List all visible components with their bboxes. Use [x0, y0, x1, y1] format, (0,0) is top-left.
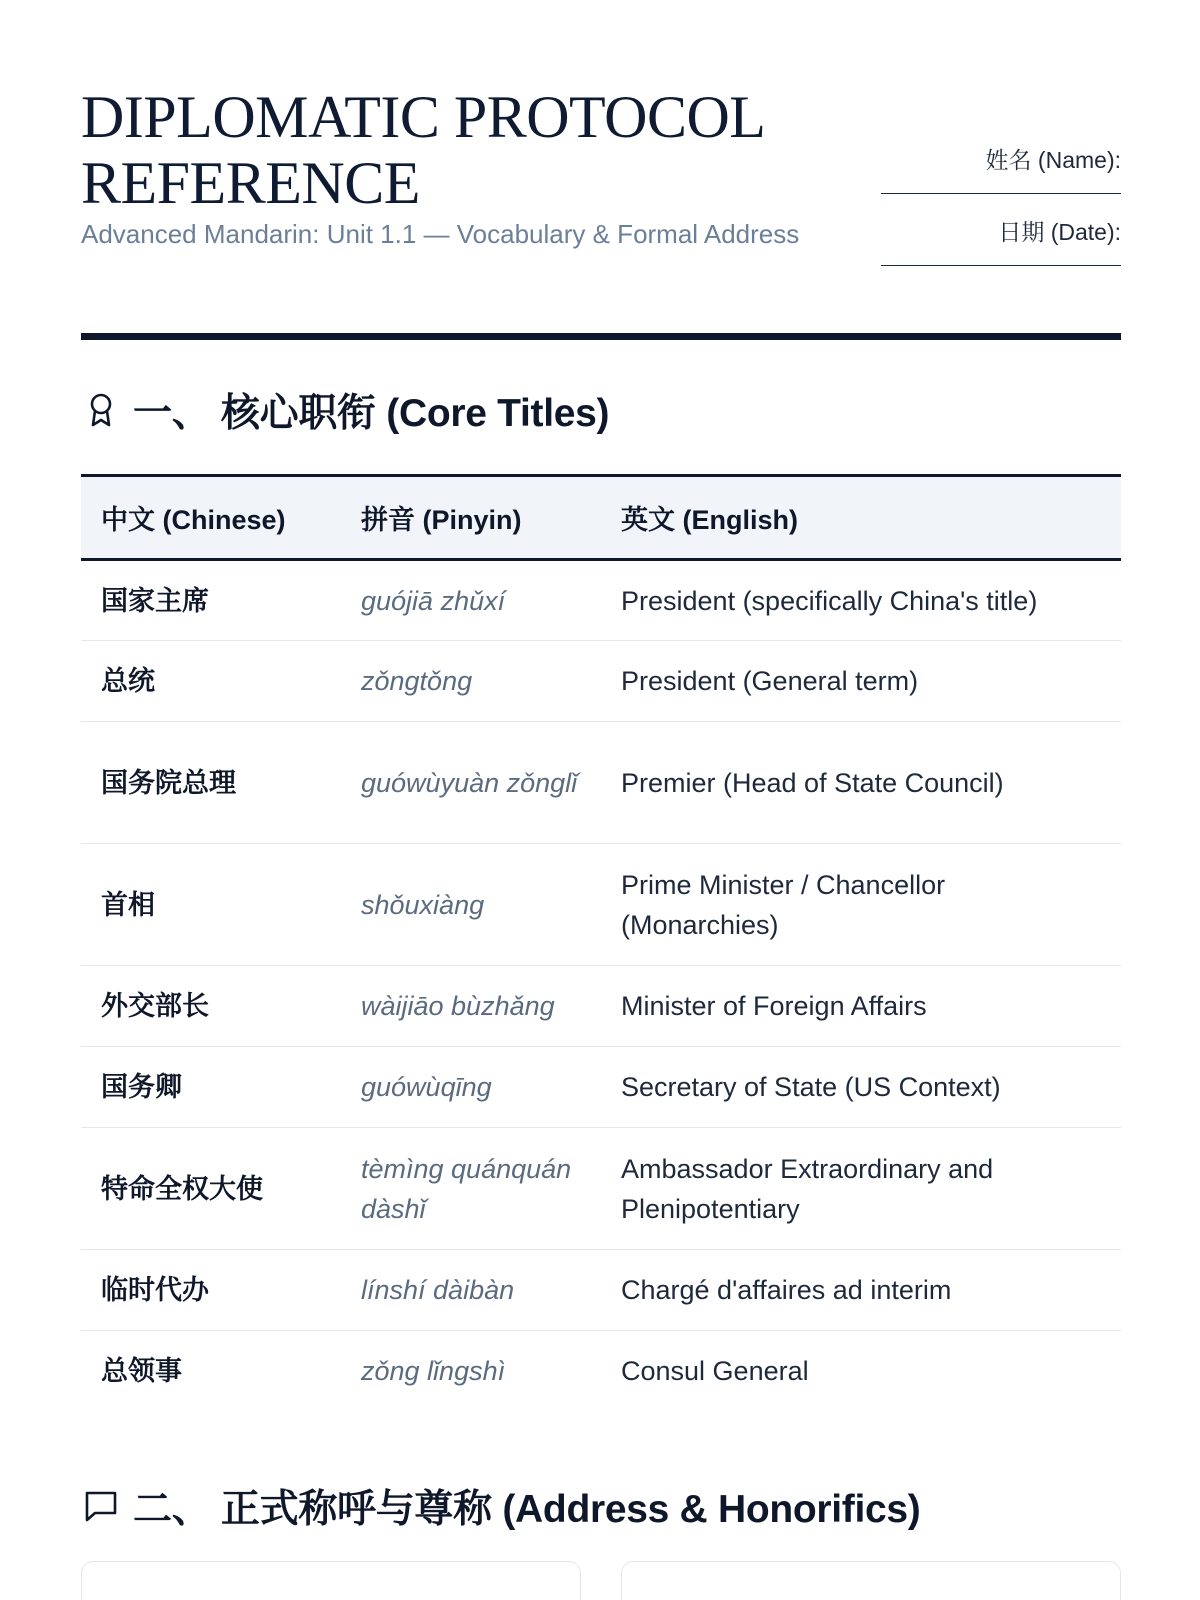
cell-chinese: 国家主席 — [81, 560, 341, 641]
cell-pinyin: zǒngtǒng — [341, 641, 601, 722]
document-page — [81, 0, 1121, 1531]
section-title: 二、 正式称呼与尊称 (Address & Honorifics) — [133, 1488, 921, 1531]
address-card-1 — [81, 1561, 581, 1600]
cell-pinyin: wàijiāo bùzhǎng — [341, 966, 601, 1047]
document-header — [81, 0, 1121, 340]
column-header-chinese: 中文 (Chinese) — [81, 476, 341, 560]
table-row — [81, 1047, 1121, 1128]
cell-english: Prime Minister / Chancellor (Monarchies) — [601, 844, 1121, 966]
header-divider — [81, 333, 1121, 340]
cell-chinese: 特命全权大使 — [81, 1128, 341, 1250]
cell-pinyin: zǒng lǐngshì — [361, 1356, 506, 1387]
table-row — [81, 966, 1121, 1047]
cell-english: Chargé d'affaires ad interim — [601, 1250, 1121, 1331]
core-titles-table — [81, 474, 1121, 1412]
cell-english: Consul General — [621, 1356, 809, 1387]
section-heading-address-honorifics — [81, 1481, 1121, 1531]
student-meta — [881, 146, 1121, 290]
table-header-row — [81, 476, 1121, 560]
cell-english: President (General term) — [601, 641, 1121, 722]
cell-chinese: 总统 — [81, 641, 341, 722]
name-label: 姓名 (Name): — [985, 147, 1121, 173]
name-blank-line[interactable] — [881, 174, 1121, 194]
address-card-2 — [621, 1561, 1121, 1600]
cell-pinyin: tèmìng quánquán dàshǐ — [341, 1128, 601, 1250]
table-row — [81, 722, 1121, 844]
cell-english: Minister of Foreign Affairs — [601, 966, 1121, 1047]
cell-english: Ambassador Extraordinary and Plenipotentiary — [601, 1128, 1121, 1250]
page-title: DIPLOMATIC PROTOCOL REFERENCE — [81, 84, 764, 216]
cell-pinyin: shǒuxiàng — [341, 844, 601, 966]
column-header-english: 英文 (English) — [601, 476, 1121, 560]
cell-chinese: 外交部长 — [81, 966, 341, 1047]
section-heading-core-titles — [81, 385, 1121, 435]
cell-chinese: 国务院总理 — [81, 722, 341, 844]
cell-english: Premier (Head of State Council) — [601, 722, 1121, 844]
table-row — [81, 844, 1121, 966]
cell-pinyin: guójiā zhǔxí — [341, 560, 601, 641]
cell-pinyin: guówùyuàn zǒnglǐ — [341, 722, 601, 844]
cell-english: President (specifically China's title) — [601, 560, 1121, 641]
table-row — [81, 560, 1121, 641]
page-subtitle: Advanced Mandarin: Unit 1.1 — Vocabulary & Formal Address — [81, 219, 800, 249]
table-row — [81, 641, 1121, 722]
cell-chinese: 总领事 — [101, 1356, 182, 1387]
speech-bubble-icon — [81, 1486, 121, 1526]
column-header-pinyin: 拼音 (Pinyin) — [341, 476, 601, 560]
date-label: 日期 (Date): — [998, 219, 1121, 245]
cell-english: Secretary of State (US Context) — [601, 1047, 1121, 1128]
table-row — [81, 1128, 1121, 1250]
cell-pinyin: línshí dàibàn — [341, 1250, 601, 1331]
award-ribbon-icon — [81, 390, 121, 430]
cell-chinese: 首相 — [81, 844, 341, 966]
cell-chinese: 国务卿 — [81, 1047, 341, 1128]
table-row — [81, 1250, 1121, 1331]
date-blank-line[interactable] — [881, 246, 1121, 266]
section-title: 一、 核心职衔 (Core Titles) — [133, 392, 610, 435]
cell-pinyin: guówùqīng — [341, 1047, 601, 1128]
table-row — [81, 1331, 1121, 1412]
cell-chinese: 临时代办 — [81, 1250, 341, 1331]
